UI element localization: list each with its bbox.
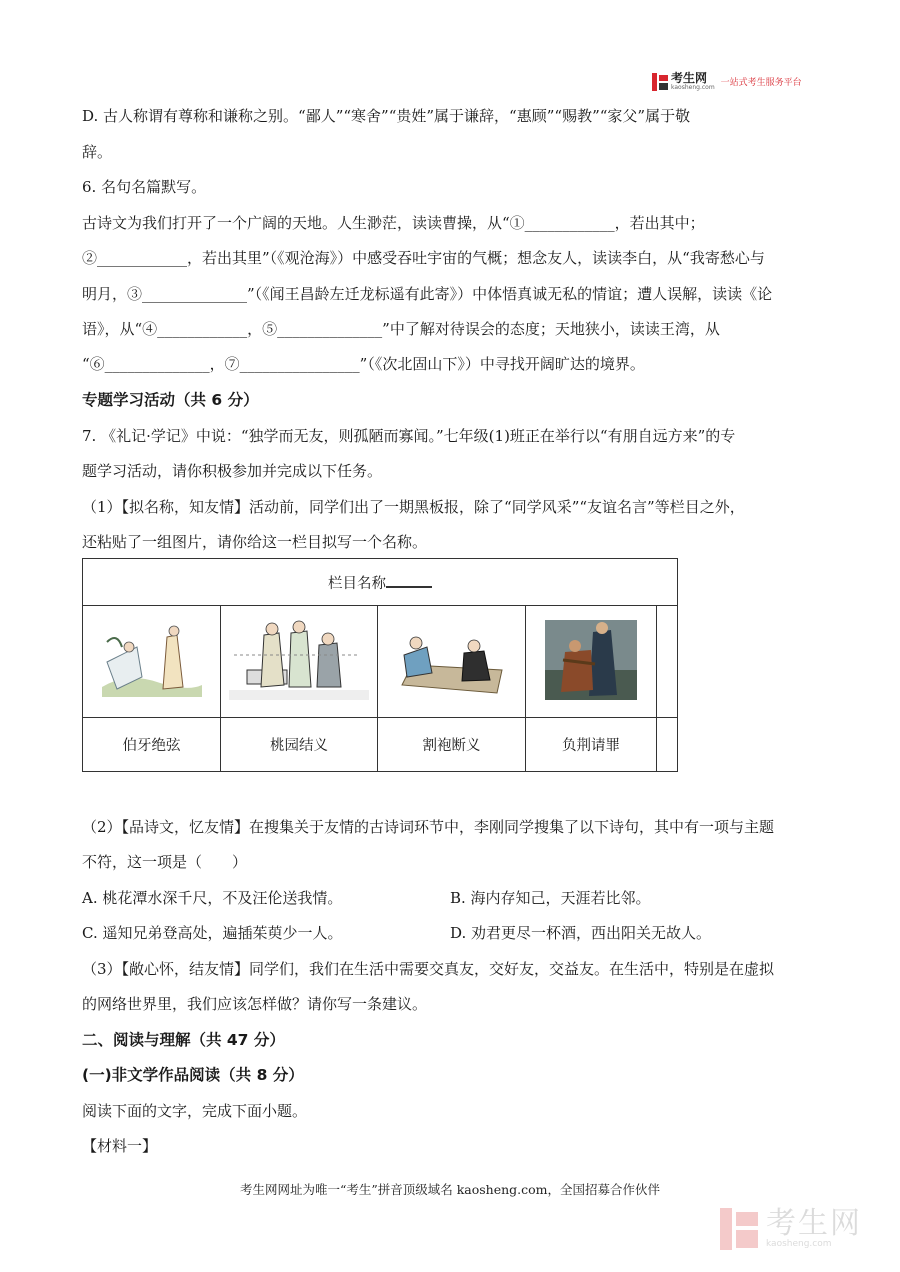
caption-boya: 伯牙绝弦: [83, 718, 221, 772]
watermark-domain: kaosheng.com: [766, 1239, 832, 1249]
header-logo: [652, 72, 802, 91]
image-gepao: [378, 606, 526, 718]
caption-gepao: 割袍断义: [378, 718, 526, 772]
option-d2: D. 劝君更尽一杯酒，西出阳关无故人。: [450, 924, 712, 942]
caption-fujing: 负荆请罪: [526, 718, 657, 772]
q6-line-2: ②____________，若出其里”（《观沧海》）中感受吞吐宇宙的气概；想念友人，读读李白，从“我寄愁心与: [82, 249, 765, 267]
logo-name: 考生网: [671, 71, 708, 85]
footer-text: 考生网网址为唯一“考生”拼音顶级域名 kaosheng.com，全国招募合作伙伴: [239, 1182, 661, 1197]
caption-taoyuan: 桃园结义: [221, 718, 378, 772]
image-fujing: [526, 606, 657, 718]
section-topic-heading: 专题学习活动（共 6 分）: [82, 391, 259, 409]
table-title-cell: [83, 559, 678, 606]
column-name-label: 栏目名称: [328, 575, 386, 592]
option-b: B. 海内存知己，天涯若比邻。: [450, 889, 651, 907]
column-name-blank: [386, 572, 432, 588]
gepao-illustration: [392, 625, 512, 695]
watermark-name: 考生网: [766, 1206, 862, 1241]
section-2-1-heading: (一)非文学作品阅读（共 8 分）: [82, 1066, 304, 1084]
watermark-icon: [720, 1208, 758, 1250]
q6-line-3: 明月，③______________”（《闻王昌龄左迁龙标遥有此寄》）中体悟真诚无私的情谊；遭人误解，读读《论: [82, 285, 773, 303]
q7-3-line-2: 的网络世界里，我们应该怎样做？请你写一条建议。: [82, 995, 428, 1013]
fujing-illustration: [545, 620, 637, 700]
empty-caption-cell: [657, 718, 678, 772]
q6-line-4: 语》，从“④____________，⑤______________”中了解对待误会的态度；天地狭小，读读王湾，从: [82, 320, 720, 338]
reading-instruction: 阅读下面的文字，完成下面小题。: [82, 1102, 308, 1120]
q7-2-line-1: （2）【品诗文，忆友情】在搜集关于友情的古诗词环节中，李刚同学搜集了以下诗句，其中有一项与主题: [82, 818, 775, 836]
material-1-label: 【材料一】: [82, 1137, 158, 1155]
q7-2-line-2: 不符，这一项是（ ）: [82, 853, 248, 871]
q7-1-line-2: 还粘贴了一组图片，请你给这一栏目拟写一个名称。: [82, 533, 428, 551]
boya-illustration: [97, 617, 207, 702]
section-2-heading: 二、阅读与理解（共 47 分）: [82, 1031, 285, 1049]
q7-3-line-1: （3）【敞心怀，结友情】同学们，我们在生活中需要交真友，交好友，交益友。在生活中，特别是在虚拟: [82, 960, 775, 978]
watermark-logo: [720, 1208, 862, 1250]
option-c: C. 遥知兄弟登高处，遍插茱萸少一人。: [82, 924, 343, 942]
option-a: A. 桃花潭水深千尺，不及汪伦送我情。: [82, 889, 343, 907]
option-d-label: D.: [82, 107, 99, 125]
q6-line-5: “⑥______________，⑦________________”（《次北固山下》）中寻找开阔旷达的境界。: [82, 355, 645, 373]
option-d-line-1: [82, 106, 690, 126]
logo-icon: [652, 73, 668, 91]
taoyuan-illustration: [229, 615, 369, 705]
image-taoyuan: [221, 606, 378, 718]
q6-title: 6. 名句名篇默写。: [82, 178, 207, 196]
q7-line-2: 题学习活动，请你积极参加并完成以下任务。: [82, 462, 383, 480]
image-table: [82, 558, 678, 772]
q7-1-line-1: （1）【拟名称，知友情】活动前，同学们出了一期黑板报，除了“同学风采”“友谊名言”等栏目之外，: [82, 498, 745, 516]
q7-line-1: 7. 《礼记·学记》中说：“独学而无友，则孤陋而寡闻。”七年级(1)班正在举行以“有朋自远方来”的专: [82, 427, 736, 445]
option-d-line-2: 辞。: [82, 143, 113, 161]
q6-line-1: 古诗文为我们打开了一个广阔的天地。人生渺茫，读读曹操，从“①____________，若出其中；: [82, 214, 705, 232]
empty-image-cell: [657, 606, 678, 718]
logo-slogan: 一站式考生服务平台: [720, 78, 802, 88]
image-boya: [83, 606, 221, 718]
logo-domain: kaosheng.com: [671, 84, 715, 91]
option-d-text: 古人称谓有尊称和谦称之别。“鄙人”“寒舍”“贵姓”属于谦辞，“惠顾”“赐教”“家父”属于敬: [103, 107, 691, 125]
